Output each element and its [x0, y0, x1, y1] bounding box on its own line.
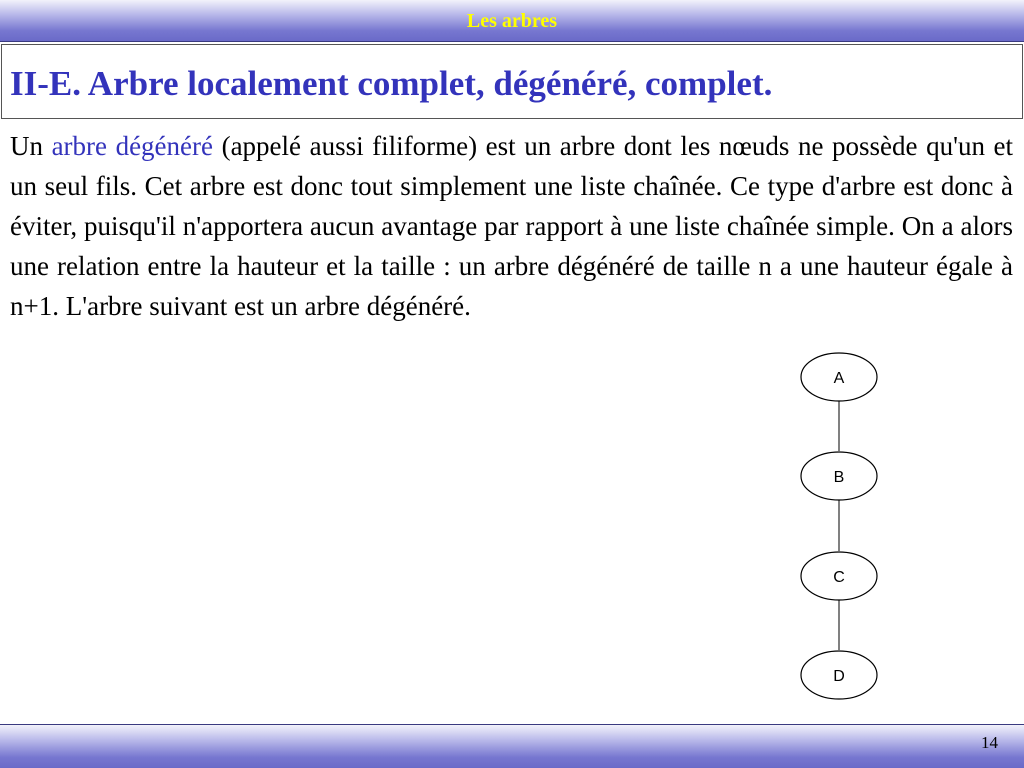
tree-node-label-a: A [833, 370, 845, 387]
tree-node-label-c: C [833, 569, 845, 586]
slide-title: II-E. Arbre localement complet, dégénéré, complet. [10, 64, 773, 103]
body-paragraph [10, 126, 1013, 326]
page-number: 14 [981, 733, 998, 752]
tree-node-label-b: B [833, 469, 845, 486]
highlighted-term: arbre dégénéré [51, 131, 214, 161]
tree-node-label-d: D [833, 668, 845, 685]
degenerate-tree-diagram [790, 345, 890, 705]
section-title: Les arbres [466, 10, 558, 32]
header-bar [0, 0, 1024, 42]
paragraph-rest: (appelé aussi filiforme) est un arbre dont les nœuds ne possède qu'un et un seul fils. Cet arbre est donc tout simplement une liste chaînée. Ce type d'arbre est donc à éviter, puisqu'il n'apportera aucun avantage par rapport à une liste chaînée simple. On a alors une relation entre la hauteur et la taille : un arbre dégénéré de taille n a une hauteur égale à n+1. L'arbre suivant est un arbre dégénéré. [10, 131, 1013, 321]
footer-bar [0, 724, 1024, 768]
paragraph-intro: Un [10, 131, 52, 161]
